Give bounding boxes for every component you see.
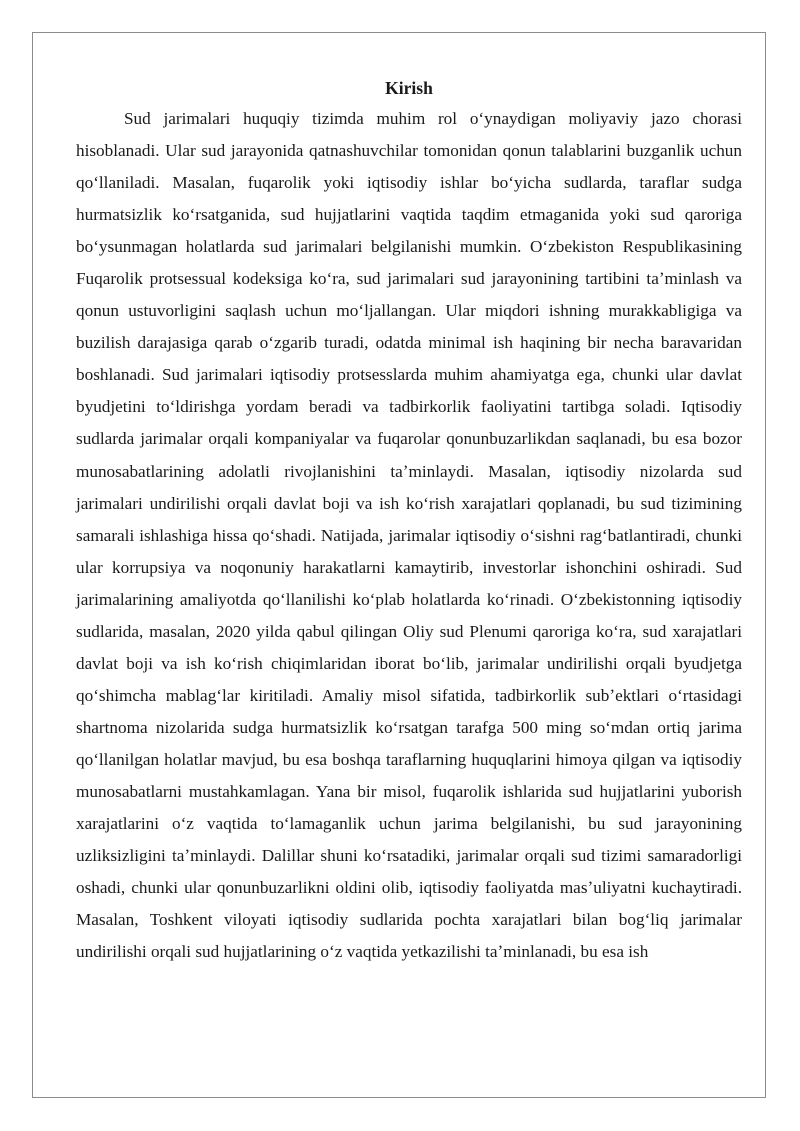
section-title: Kirish <box>385 78 433 98</box>
document-body <box>76 74 742 968</box>
body-paragraph: Sud jarimalari huquqiy tizimda muhim rol oʻynaydigan moliyaviy jazo chorasi hisoblanadi. Ular sud jarayonida qatnashuvchilar tomonidan qonun talablarini buzganlik uchun qoʻllaniladi. Masalan, fuqarolik yoki iqtisodiy ishlar boʻyicha sudlarda, taraflar sudga hurmatsizlik koʻrsatganida, sud hujjatlarini vaqtida taqdim etmaganida yoki sud qaroriga boʻysunmagan holatlarda sud jarimalari belgilanishi mumkin. Oʻzbekiston Respublikasining Fuqarolik protsessual kodeksiga koʻra, sud jarimalari sud jarayonining tartibini taʼminlash va qonun ustuvorligini saqlash uchun moʻljallangan. Ular miqdori ishning murakkabligiga va buzilish darajasiga qarab oʻzgarib turadi, odatda minimal ish haqining bir necha baravaridan boshlanadi. Sud jarimalari iqtisodiy protsesslarda muhim ahamiyatga ega, chunki ular davlat byudjetini toʻldirishga yordam beradi va tadbirkorlik faoliyatini tartibga soladi. Iqtisodiy sudlarda jarimalar orqali kompaniyalar va fuqarolar qonunbuzarlikdan saqlanadi, bu esa bozor munosabatlarining adolatli rivojlanishini taʼminlaydi. Masalan, iqtisodiy nizolarda sud jarimalari undirilishi orqali davlat boji va ish koʻrish xarajatlari qoplanadi, bu sud tizimining samarali ishlashiga hissa qoʻshadi. Natijada, jarimalar iqtisodiy oʻsishni ragʻbatlantiradi, chunki ular korrupsiya va noqonuniy harakatlarni kamaytirib, investorlar ishonchini oshiradi. Sud jarimalarining amaliyotda qoʻllanilishi koʻplab holatlarda koʻrinadi. Oʻzbekistonning iqtisodiy sudlarida, masalan, 2020 yilda qabul qilingan Oliy sud Plenumi qaroriga koʻra, sud xarajatlari davlat boji va ish koʻrish chiqimlaridan iborat boʻlib, jarimalar undirilishi orqali byudjetga qoʻshimcha mablagʻlar kiritiladi. Amaliy misol sifatida, tadbirkorlik subʼektlari oʻrtasidagi shartnoma nizolarida sudga hurmatsizlik koʻrsatgan tarafga 500 ming soʻmdan ortiq jarima qoʻllanilgan holatlar mavjud, bu esa boshqa taraflarning huquqlarini himoya qilgan va iqtisodiy munosabatlarni mustahkamlagan. Yana bir misol, fuqarolik ishlarida sud hujjatlarini yuborish xarajatlarini oʻz vaqtida toʻlamaganlik uchun jarima belgilanishi, bu sud jarayonining uzliksizligini taʼminlaydi. Dalillar shuni koʻrsatadiki, jarimalar orqali sud tizimi samaradorligi oshadi, chunki ular qonunbuzarlikni oldini olib, iqtisodiy faoliyatda masʼuliyatni kuchaytiradi. Masalan, Toshkent viloyati iqtisodiy sudlarida pochta xarajatlari bilan bogʻliq jarimalar undirilishi orqali sud hujjatlarining oʻz vaqtida yetkazilishi taʼminlanadi, bu esa ish <box>76 109 742 962</box>
